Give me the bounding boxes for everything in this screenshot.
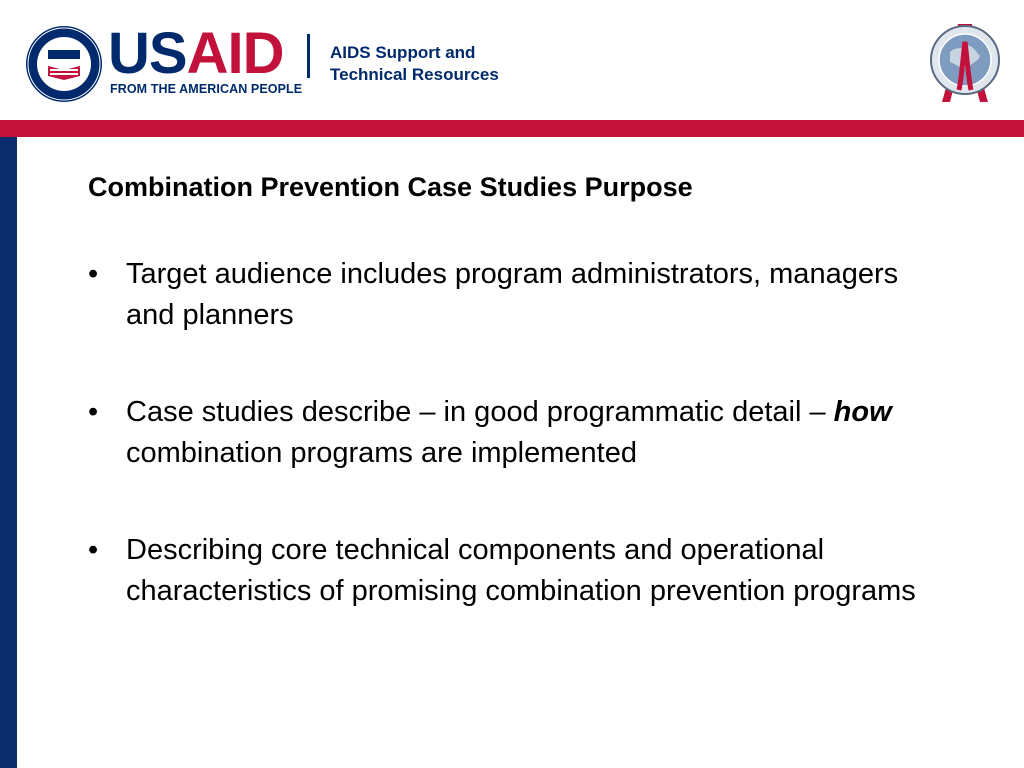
bullet-text: Target audience includes program administrators, managers and planners [126, 258, 899, 331]
bullet-text-pre: Case studies describe – in good programmatic detail – [126, 396, 834, 428]
program-name-line2: Technical Resources [330, 65, 499, 84]
bullet-marker: • [88, 534, 99, 566]
bullet-list [86, 254, 946, 668]
left-blue-bar [0, 137, 17, 768]
header-red-band [0, 120, 1024, 137]
emphasized-word: how [833, 396, 892, 428]
list-item [86, 392, 946, 474]
pepfar-globe-ribbon-icon [928, 16, 1002, 104]
list-item [86, 530, 946, 612]
bullet-marker: • [88, 396, 99, 428]
slide-header [0, 0, 1024, 120]
logo-aid: AID [186, 21, 284, 86]
usaid-logo [108, 21, 284, 86]
list-item [86, 254, 946, 336]
logo-tagline: FROM THE AMERICAN PEOPLE [110, 82, 303, 96]
program-name [330, 42, 499, 86]
header-divider [307, 34, 310, 78]
slide-title: Combination Prevention Case Studies Purpose [88, 172, 693, 202]
bullet-marker: • [88, 258, 99, 290]
usaid-seal-icon [24, 24, 104, 104]
bullet-text-post: combination programs are implemented [126, 437, 637, 469]
logo-us: US [108, 21, 187, 86]
program-name-line1: AIDS Support and [330, 43, 476, 62]
bullet-text: Describing core technical components and operational characteristics of promising combination prevention programs [126, 534, 916, 607]
bullet-text [126, 392, 946, 474]
